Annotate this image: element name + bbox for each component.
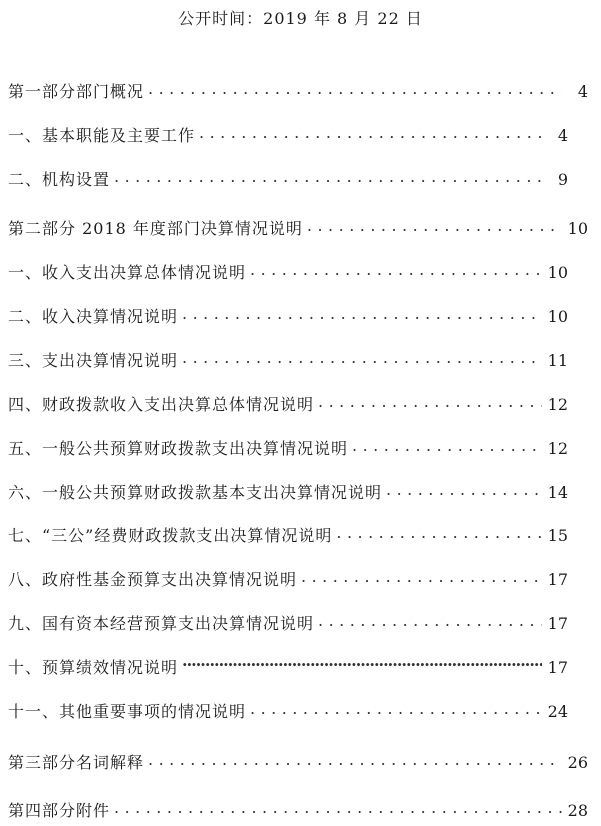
toc-leader-dots: [386, 480, 542, 500]
toc-entry-page: 10: [547, 263, 568, 282]
toc-entry[interactable]: [8, 78, 588, 102]
toc-entry-title: 一、基本职能及主要工作: [8, 126, 196, 145]
toc-entry[interactable]: [8, 566, 568, 590]
toc-leader-dots: [250, 699, 542, 719]
toc-leader-dots: [148, 750, 562, 770]
toc-entry-page: 28: [567, 801, 588, 820]
toc-entry-page: 11: [547, 351, 568, 370]
toc-entry-title: 十一、其他重要事项的情况说明: [8, 702, 247, 721]
toc-entry[interactable]: [8, 610, 568, 634]
toc-leader-dots: [301, 567, 542, 587]
toc-leader-dots: [307, 216, 562, 236]
toc-entry-title: 六、一般公共预算财政拨款基本支出决算情况说明: [8, 483, 383, 502]
toc-leader-dots: [148, 79, 562, 99]
toc-entry[interactable]: [8, 698, 568, 722]
toc-entry-title: 九、国有资本经营预算支出决算情况说明: [8, 614, 315, 633]
toc-entry[interactable]: [8, 391, 568, 415]
toc-entry-page: 14: [547, 483, 568, 502]
toc-leader-dots: [199, 123, 542, 143]
toc-entry-page: 17: [547, 658, 568, 677]
toc-entry-title: 第四部分附件: [8, 801, 111, 820]
toc-entry-page: 15: [547, 526, 568, 545]
toc-entry[interactable]: [8, 215, 588, 239]
toc-entry[interactable]: [8, 347, 568, 371]
toc-entry-title: 二、机构设置: [8, 170, 111, 189]
toc-leader-dots: [182, 304, 542, 324]
toc-entry-title: 第三部分名词解释: [8, 753, 145, 772]
toc-leader-dots: [336, 523, 542, 543]
toc-entry-title: 四、财政拨款收入支出决算总体情况说明: [8, 395, 315, 414]
toc-entry-page: 26: [567, 753, 588, 772]
toc-leader-dots: [114, 798, 562, 818]
toc-entry-page: 17: [547, 570, 568, 589]
toc-entry[interactable]: [8, 522, 568, 546]
toc-entry[interactable]: [8, 435, 568, 459]
toc-entry-title: 八、政府性基金预算支出决算情况说明: [8, 570, 298, 589]
toc-entry-page: 4: [577, 82, 588, 101]
toc-entry-page: 10: [567, 219, 588, 238]
publication-date: 公开时间：2019 年 8 月 22 日: [178, 9, 423, 28]
toc-entry[interactable]: [8, 654, 568, 678]
toc-entry-title: 一、收入支出决算总体情况说明: [8, 263, 247, 282]
toc-entry[interactable]: [8, 166, 568, 190]
toc-entry-page: 10: [547, 307, 568, 326]
toc-leader-dots: [250, 260, 542, 280]
toc-leader-dots: [114, 167, 542, 187]
toc-entry-page: 12: [547, 439, 568, 458]
toc-leader-dots: [318, 392, 542, 412]
toc-entry-title: 第二部分 2018 年度部门决算情况说明: [8, 219, 303, 238]
toc-leader-dots: [182, 348, 542, 368]
toc-entry[interactable]: [8, 122, 568, 146]
toc-entry-title: 七、“三公”经费财政拨款支出决算情况说明: [8, 526, 333, 545]
toc-entry-title: 二、收入决算情况说明: [8, 307, 179, 326]
toc-entry-page: 4: [557, 126, 568, 145]
toc-entry-page: 17: [547, 614, 568, 633]
toc-entry-title: 十、预算绩效情况说明: [8, 658, 179, 677]
toc-entry-page: 12: [547, 395, 568, 414]
toc-leader-dots: [182, 655, 542, 675]
toc-entry-title: 五、一般公共预算财政拨款支出决算情况说明: [8, 439, 349, 458]
toc-entry[interactable]: [8, 303, 568, 327]
toc-entry[interactable]: [8, 749, 588, 773]
toc-entry[interactable]: [8, 259, 568, 283]
toc-leader-dots: [318, 611, 542, 631]
toc-entry[interactable]: [8, 797, 588, 821]
toc-entry-page: 24: [547, 702, 568, 721]
toc-entry-title: 第一部分部门概况: [8, 82, 145, 101]
toc-leader-dots: [352, 436, 542, 456]
toc-entry-title: 三、支出决算情况说明: [8, 351, 179, 370]
toc-entry[interactable]: [8, 479, 568, 503]
toc-entry-page: 9: [557, 170, 568, 189]
